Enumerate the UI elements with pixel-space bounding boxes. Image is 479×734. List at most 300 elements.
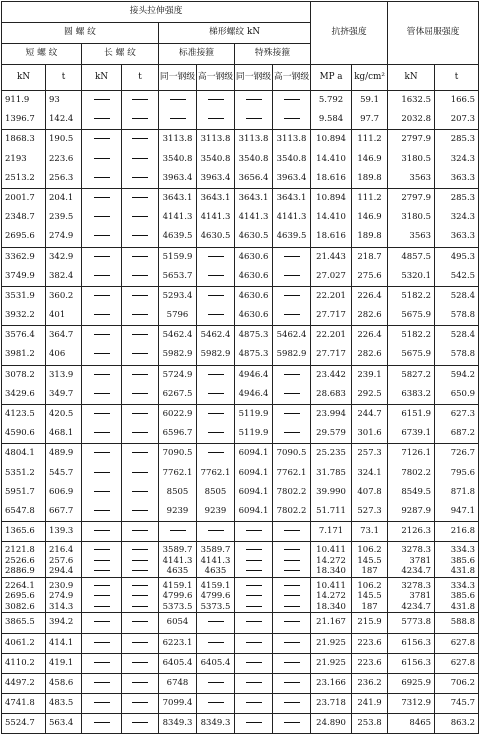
cell-round-long-kn <box>82 91 122 130</box>
cell-value: 863.2 <box>450 718 476 729</box>
cell-collapse-mpa <box>311 247 352 286</box>
cell-value: 6156.3 <box>401 637 432 648</box>
cell-value: 7090.5 <box>162 448 193 459</box>
cell-value: 4630.6 <box>238 290 269 301</box>
cell-round-short-kn <box>2 405 46 444</box>
cell-value: 5.792 <box>318 95 344 105</box>
dash-mark <box>197 424 234 443</box>
cell-value: 4875.3 <box>238 349 269 360</box>
cell-value: 106.2 <box>357 580 382 591</box>
cell-value: 563.4 <box>49 718 74 729</box>
cell-round-long-t <box>122 188 159 247</box>
cell-yield-kn <box>388 365 435 404</box>
cell-collapse-mpa <box>311 633 352 653</box>
cell-value: 6267.5 <box>162 388 193 399</box>
cell-value: 1396.7 <box>5 114 35 125</box>
cell-value: 8505 <box>204 486 227 497</box>
cell-value: 223.6 <box>357 657 382 668</box>
cell-value: 97.7 <box>360 114 380 125</box>
cell-value: 10.411 <box>316 545 346 556</box>
cell-value: 5182.2 <box>401 290 432 301</box>
dash-mark <box>235 591 272 602</box>
unit-t-header: t <box>122 65 159 91</box>
cell-value: 10.894 <box>316 192 346 203</box>
cell-value: 3540.8 <box>238 153 269 164</box>
cell-yield-kn <box>388 522 435 542</box>
cell-value: 8349.3 <box>162 718 193 729</box>
cell-value: 2032.8 <box>401 114 432 125</box>
cell-yield-kn <box>388 714 435 734</box>
cell-round-short-kn <box>2 633 46 653</box>
cell-collapse-kgcm2 <box>352 522 388 542</box>
dash-mark <box>197 522 234 541</box>
table-row <box>2 405 479 444</box>
dash-mark <box>122 444 158 463</box>
cell-value: 3589.7 <box>200 545 231 556</box>
cell-value: 23.994 <box>316 409 346 419</box>
cell-round-long-kn <box>82 130 122 189</box>
cell-value: 394.2 <box>49 617 74 628</box>
cell-value: 2513.2 <box>5 172 35 183</box>
dash-mark <box>122 674 158 693</box>
cell-round-short-t <box>46 326 82 365</box>
cell-value: 23.718 <box>316 698 346 709</box>
cell-value: 2886.9 <box>5 566 35 577</box>
dash-mark <box>122 248 158 267</box>
cell-round-short-t <box>46 673 82 693</box>
cell-std-same-grade <box>159 694 197 714</box>
dash-mark <box>235 91 272 110</box>
dash-mark <box>235 654 272 673</box>
cell-value: 324.3 <box>450 153 476 164</box>
dash-mark <box>82 405 121 424</box>
cell-value: 4875.3 <box>238 330 269 341</box>
dash-mark <box>197 91 234 110</box>
dash-mark <box>197 287 234 306</box>
cell-value: 5951.7 <box>5 486 35 497</box>
cell-value: 215.9 <box>357 617 382 628</box>
cell-value: 14.410 <box>316 153 346 164</box>
cell-special-higher-grade <box>273 673 311 693</box>
dash-mark <box>82 227 121 246</box>
dash-mark <box>82 267 121 286</box>
cell-special-same-grade <box>235 633 273 653</box>
cell-yield-t <box>435 542 479 578</box>
cell-special-higher-grade <box>273 365 311 404</box>
cell-value: 483.5 <box>49 698 74 709</box>
cell-yield-t <box>435 91 479 130</box>
cell-value: 294.4 <box>49 566 74 577</box>
cell-value: 111.2 <box>357 192 382 203</box>
table-row <box>2 653 479 673</box>
cell-yield-kn <box>388 286 435 325</box>
cell-value: 2797.9 <box>401 192 432 203</box>
table-row <box>2 91 479 130</box>
cell-special-higher-grade <box>273 613 311 633</box>
cell-value: 145.5 <box>357 591 382 602</box>
cell-value: 146.9 <box>357 153 382 164</box>
cell-std-higher-grade <box>197 542 235 578</box>
dash-mark <box>273 694 310 713</box>
cell-value: 3078.2 <box>5 369 35 380</box>
cell-round-long-t <box>122 694 159 714</box>
dash-mark <box>273 385 310 404</box>
cell-value: 216.4 <box>49 545 74 556</box>
cell-value: 4159.1 <box>200 580 231 591</box>
dash-mark <box>82 581 121 592</box>
cell-round-long-kn <box>82 694 122 714</box>
cell-value: 3563 <box>409 172 432 183</box>
dash-mark <box>273 602 310 613</box>
cell-value: 3643.1 <box>162 192 193 203</box>
cell-value: 4141.3 <box>162 555 193 566</box>
cell-value: 3749.9 <box>5 270 35 281</box>
cell-round-long-t <box>122 286 159 325</box>
dash-mark <box>273 545 310 556</box>
cell-round-long-kn <box>82 405 122 444</box>
cell-value: 8465 <box>409 718 432 729</box>
cell-round-long-kn <box>82 714 122 734</box>
cell-std-same-grade <box>159 326 197 365</box>
cell-value: 3589.7 <box>162 545 193 556</box>
cell-std-higher-grade <box>197 444 235 522</box>
cell-value: 4234.7 <box>401 601 432 612</box>
cell-value: 2264.1 <box>5 580 35 591</box>
cell-collapse-kgcm2 <box>352 542 388 578</box>
dash-mark <box>122 91 158 110</box>
cell-value: 588.8 <box>450 617 476 628</box>
cell-value: 363.3 <box>450 231 476 242</box>
cell-value: 527.3 <box>357 505 382 516</box>
cell-special-same-grade <box>235 326 273 365</box>
cell-round-long-t <box>122 365 159 404</box>
cell-round-short-kn <box>2 247 46 286</box>
dash-mark <box>122 208 158 227</box>
table-row <box>2 522 479 542</box>
cell-value: 3540.8 <box>200 153 231 164</box>
cell-value: 7762.1 <box>200 467 231 478</box>
cell-round-long-t <box>122 542 159 578</box>
cell-value: 4123.5 <box>5 409 35 419</box>
cell-value: 324.1 <box>357 467 382 478</box>
cell-value: 3113.8 <box>162 134 193 145</box>
cell-yield-kn <box>388 542 435 578</box>
cell-round-short-t <box>46 286 82 325</box>
cell-round-short-kn <box>2 365 46 404</box>
cell-round-short-kn <box>2 188 46 247</box>
cell-special-same-grade <box>235 286 273 325</box>
cell-value: 106.2 <box>357 545 382 556</box>
cell-value: 28.683 <box>316 388 346 399</box>
cell-collapse-kgcm2 <box>352 130 388 189</box>
dash-mark <box>197 267 234 286</box>
cell-value: 6151.9 <box>401 409 432 419</box>
cell-value: 31.785 <box>316 467 346 478</box>
cell-collapse-kgcm2 <box>352 673 388 693</box>
cell-special-higher-grade <box>273 130 311 189</box>
cell-std-higher-grade <box>197 365 235 404</box>
cell-value: 4946.4 <box>238 388 269 399</box>
cell-value: 4799.6 <box>162 591 193 602</box>
cell-std-same-grade <box>159 91 197 130</box>
cell-value: 4141.3 <box>200 212 231 223</box>
dash-mark <box>122 714 158 733</box>
cell-std-same-grade <box>159 247 197 286</box>
cell-round-long-t <box>122 326 159 365</box>
dash-mark <box>122 464 158 483</box>
cell-collapse-kgcm2 <box>352 405 388 444</box>
cell-value: 364.7 <box>49 330 74 341</box>
higher-grade-header: 高一钢级 <box>273 65 311 91</box>
cell-value: 4141.3 <box>162 212 193 223</box>
dash-mark <box>235 613 272 632</box>
dash-mark <box>197 385 234 404</box>
cell-std-same-grade <box>159 444 197 522</box>
cell-round-long-t <box>122 444 159 522</box>
cell-value: 18.340 <box>316 566 346 577</box>
cell-std-same-grade <box>159 188 197 247</box>
cell-value: 650.9 <box>450 388 476 399</box>
cell-special-higher-grade <box>273 188 311 247</box>
cell-yield-t <box>435 444 479 522</box>
cell-value: 274.9 <box>49 591 74 602</box>
dash-mark <box>273 613 310 632</box>
cell-special-higher-grade <box>273 91 311 130</box>
cell-value: 27.717 <box>316 349 346 360</box>
cell-value: 349.7 <box>49 388 74 399</box>
cell-value: 495.3 <box>450 251 476 262</box>
cell-value: 282.6 <box>357 349 382 360</box>
cell-yield-kn <box>388 188 435 247</box>
dash-mark <box>82 522 121 541</box>
cell-value: 5373.5 <box>200 601 231 612</box>
cell-round-short-t <box>46 444 82 522</box>
cell-special-same-grade <box>235 247 273 286</box>
cell-value: 51.711 <box>316 505 346 516</box>
cell-round-short-kn <box>2 91 46 130</box>
cell-value: 257.6 <box>49 555 74 566</box>
dash-mark <box>82 189 121 208</box>
cell-value: 745.7 <box>450 698 476 709</box>
cell-value: 385.6 <box>450 555 476 566</box>
cell-std-higher-grade <box>197 247 235 286</box>
dash-mark <box>197 110 234 129</box>
cell-special-higher-grade <box>273 286 311 325</box>
cell-value: 7312.9 <box>401 698 432 709</box>
cell-value: 4857.5 <box>401 251 432 262</box>
cell-round-short-t <box>46 365 82 404</box>
dash-mark <box>122 306 158 325</box>
cell-value: 2695.6 <box>5 231 35 242</box>
dash-mark <box>273 366 310 385</box>
cell-value: 911.9 <box>5 95 30 105</box>
dash-mark <box>122 189 158 208</box>
cell-round-long-t <box>122 130 159 189</box>
table-row <box>2 188 479 247</box>
cell-value: 7762.1 <box>276 467 307 478</box>
cell-value: 3865.5 <box>5 617 35 628</box>
dash-mark <box>122 654 158 673</box>
cell-value: 4110.2 <box>5 657 35 668</box>
cell-value: 14.272 <box>316 591 346 602</box>
cell-value: 111.2 <box>357 134 382 145</box>
dash-mark <box>82 424 121 443</box>
cell-std-same-grade <box>159 542 197 578</box>
dash-mark <box>197 248 234 267</box>
cell-collapse-kgcm2 <box>352 365 388 404</box>
table-body <box>2 91 479 734</box>
dash-mark <box>273 424 310 443</box>
cell-special-higher-grade <box>273 405 311 444</box>
cell-value: 5982.9 <box>276 349 307 360</box>
cell-yield-t <box>435 633 479 653</box>
cell-value: 22.201 <box>316 330 346 341</box>
cell-special-same-grade <box>235 653 273 673</box>
cell-value: 4141.3 <box>238 212 269 223</box>
dash-mark <box>82 483 121 502</box>
dash-mark <box>82 556 121 567</box>
dash-mark <box>235 602 272 613</box>
dash-mark <box>122 169 158 188</box>
cell-value: 4946.4 <box>238 369 269 380</box>
cell-value: 6223.1 <box>162 637 193 648</box>
table-row <box>2 673 479 693</box>
cell-special-higher-grade <box>273 577 311 613</box>
cell-value: 9239 <box>166 505 189 516</box>
standard-coupling-header: 标准接箍 <box>159 44 235 65</box>
table-row <box>2 694 479 714</box>
cell-value: 401 <box>49 310 66 321</box>
cell-collapse-kgcm2 <box>352 613 388 633</box>
cell-std-same-grade <box>159 613 197 633</box>
cell-collapse-kgcm2 <box>352 247 388 286</box>
cell-value: 21.925 <box>316 657 346 668</box>
cell-value: 23.442 <box>316 369 346 380</box>
cell-std-higher-grade <box>197 694 235 714</box>
cell-round-short-t <box>46 613 82 633</box>
cell-collapse-kgcm2 <box>352 326 388 365</box>
dash-mark <box>197 444 234 463</box>
table-row <box>2 542 479 578</box>
dash-mark <box>273 581 310 592</box>
cell-value: 5182.2 <box>401 330 432 341</box>
cell-round-long-kn <box>82 286 122 325</box>
cell-value: 146.9 <box>357 212 382 223</box>
strength-table <box>1 1 479 734</box>
cell-collapse-mpa <box>311 522 352 542</box>
cell-yield-kn <box>388 444 435 522</box>
cell-value: 5982.9 <box>162 349 193 360</box>
cell-collapse-mpa <box>311 577 352 613</box>
cell-value: 4630.6 <box>238 310 269 321</box>
cell-collapse-kgcm2 <box>352 286 388 325</box>
cell-value: 239.1 <box>357 369 382 380</box>
cell-std-higher-grade <box>197 188 235 247</box>
cell-std-higher-grade <box>197 613 235 633</box>
cell-collapse-mpa <box>311 130 352 189</box>
cell-value: 9.584 <box>318 114 344 125</box>
cell-value: 226.4 <box>357 290 382 301</box>
cell-value: 5796 <box>166 310 189 321</box>
dash-mark <box>122 150 158 169</box>
cell-value: 7762.1 <box>162 467 193 478</box>
cell-collapse-mpa <box>311 673 352 693</box>
cell-round-short-kn <box>2 522 46 542</box>
cell-value: 9287.9 <box>401 505 432 516</box>
dash-mark <box>122 424 158 443</box>
cell-yield-t <box>435 365 479 404</box>
cell-round-long-t <box>122 577 159 613</box>
cell-value: 285.3 <box>450 134 476 145</box>
cell-yield-t <box>435 577 479 613</box>
cell-value: 4234.7 <box>401 566 432 577</box>
pipe-yield-header: 管体屈服强度 <box>388 2 479 65</box>
cell-round-short-t <box>46 130 82 189</box>
cell-collapse-mpa <box>311 444 352 522</box>
cell-collapse-mpa <box>311 694 352 714</box>
cell-round-long-t <box>122 653 159 673</box>
cell-value: 7090.5 <box>276 448 307 459</box>
cell-collapse-mpa <box>311 188 352 247</box>
cell-value: 5773.8 <box>401 617 432 628</box>
cell-value: 5462.4 <box>200 330 231 341</box>
cell-value: 7802.2 <box>401 467 432 478</box>
cell-std-same-grade <box>159 522 197 542</box>
cell-value: 3563 <box>409 231 432 242</box>
cell-value: 282.6 <box>357 310 382 321</box>
cell-value: 4630.6 <box>238 251 269 262</box>
table-row <box>2 577 479 613</box>
cell-std-same-grade <box>159 577 197 613</box>
cell-value: 241.9 <box>357 698 382 709</box>
cell-special-higher-grade <box>273 247 311 286</box>
cell-special-same-grade <box>235 613 273 633</box>
cell-std-higher-grade <box>197 326 235 365</box>
cell-value: 2695.6 <box>5 591 35 602</box>
cell-value: 4635 <box>166 566 189 577</box>
cell-special-higher-grade <box>273 633 311 653</box>
cell-value: 190.5 <box>49 134 74 145</box>
dash-mark <box>122 130 158 149</box>
cell-special-same-grade <box>235 694 273 714</box>
cell-value: 4630.5 <box>238 231 269 242</box>
cell-special-higher-grade <box>273 714 311 734</box>
cell-value: 275.6 <box>357 270 382 281</box>
cell-round-long-kn <box>82 613 122 633</box>
cell-round-short-t <box>46 247 82 286</box>
cell-round-short-t <box>46 542 82 578</box>
dash-mark <box>197 613 234 632</box>
dash-mark <box>122 345 158 364</box>
dash-mark <box>82 714 121 733</box>
dash-mark <box>235 634 272 653</box>
cell-collapse-kgcm2 <box>352 694 388 714</box>
cell-value: 4635 <box>204 566 227 577</box>
cell-value: 21.925 <box>316 637 346 648</box>
cell-value: 256.3 <box>49 172 74 183</box>
dash-mark <box>235 714 272 733</box>
cell-value: 687.2 <box>450 428 476 439</box>
cell-value: 4639.5 <box>276 231 307 242</box>
cell-value: 431.8 <box>450 601 476 612</box>
cell-value: 3656.4 <box>238 172 269 183</box>
cell-special-higher-grade <box>273 653 311 673</box>
dash-mark <box>82 566 121 577</box>
cell-value: 8349.3 <box>200 718 231 729</box>
cell-round-short-kn <box>2 542 46 578</box>
cell-value: 3180.5 <box>401 212 432 223</box>
cell-collapse-mpa <box>311 91 352 130</box>
